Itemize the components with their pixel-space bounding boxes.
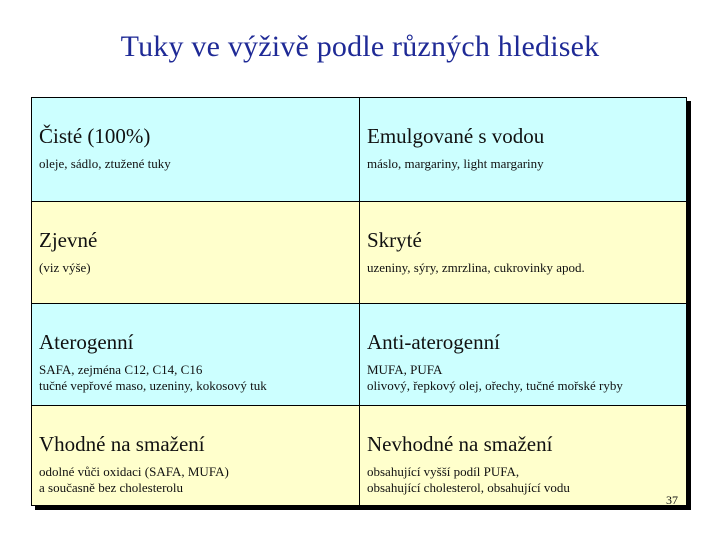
cell-description: oleje, sádlo, ztužené tuky	[39, 156, 171, 171]
cell-heading: Čisté (100%)	[39, 124, 151, 148]
cell-heading: Skryté	[367, 228, 422, 252]
cell-heading: Aterogenní	[39, 330, 134, 354]
cell-description: (viz výše)	[39, 260, 91, 275]
slide-title: Tuky ve výživě podle různých hledisek	[120, 30, 600, 63]
cell-atherogenic	[32, 304, 360, 406]
fat-classification-table	[31, 97, 687, 506]
cell-description: obsahující cholesterol, obsahující vodu	[367, 480, 570, 495]
cell-description: uzeniny, sýry, zmrzlina, cukrovinky apod.	[367, 260, 585, 275]
cell-description: tučné vepřové maso, uzeniny, kokosový tuk	[39, 378, 267, 393]
cell-heading: Vhodné na smažení	[39, 432, 205, 456]
cell-suitable-for-frying	[32, 406, 360, 505]
cell-description: MUFA, PUFA	[367, 362, 443, 377]
cell-heading: Zjevné	[39, 228, 98, 252]
cell-visible-fats	[32, 202, 360, 304]
cell-unsuitable-for-frying	[360, 406, 686, 505]
cell-heading: Anti-aterogenní	[367, 330, 500, 354]
cell-hidden-fats	[360, 202, 686, 304]
cell-description: máslo, margariny, light margariny	[367, 156, 544, 171]
cell-description: a současně bez cholesterolu	[39, 480, 184, 495]
cell-description: SAFA, zejména C12, C14, C16	[39, 362, 203, 377]
cell-description: olivový, řepkový olej, ořechy, tučné mořské ryby	[367, 378, 623, 393]
cell-emulsified-fats	[360, 98, 686, 202]
cell-description: odolné vůči oxidaci (SAFA, MUFA)	[39, 464, 229, 479]
cell-anti-atherogenic	[360, 304, 686, 406]
cell-heading: Emulgované s vodou	[367, 124, 545, 148]
cell-description: obsahující vyšší podíl PUFA,	[367, 464, 520, 479]
page-number: 37	[666, 493, 678, 507]
cell-pure-fats	[32, 98, 360, 202]
cell-heading: Nevhodné na smažení	[367, 432, 553, 456]
